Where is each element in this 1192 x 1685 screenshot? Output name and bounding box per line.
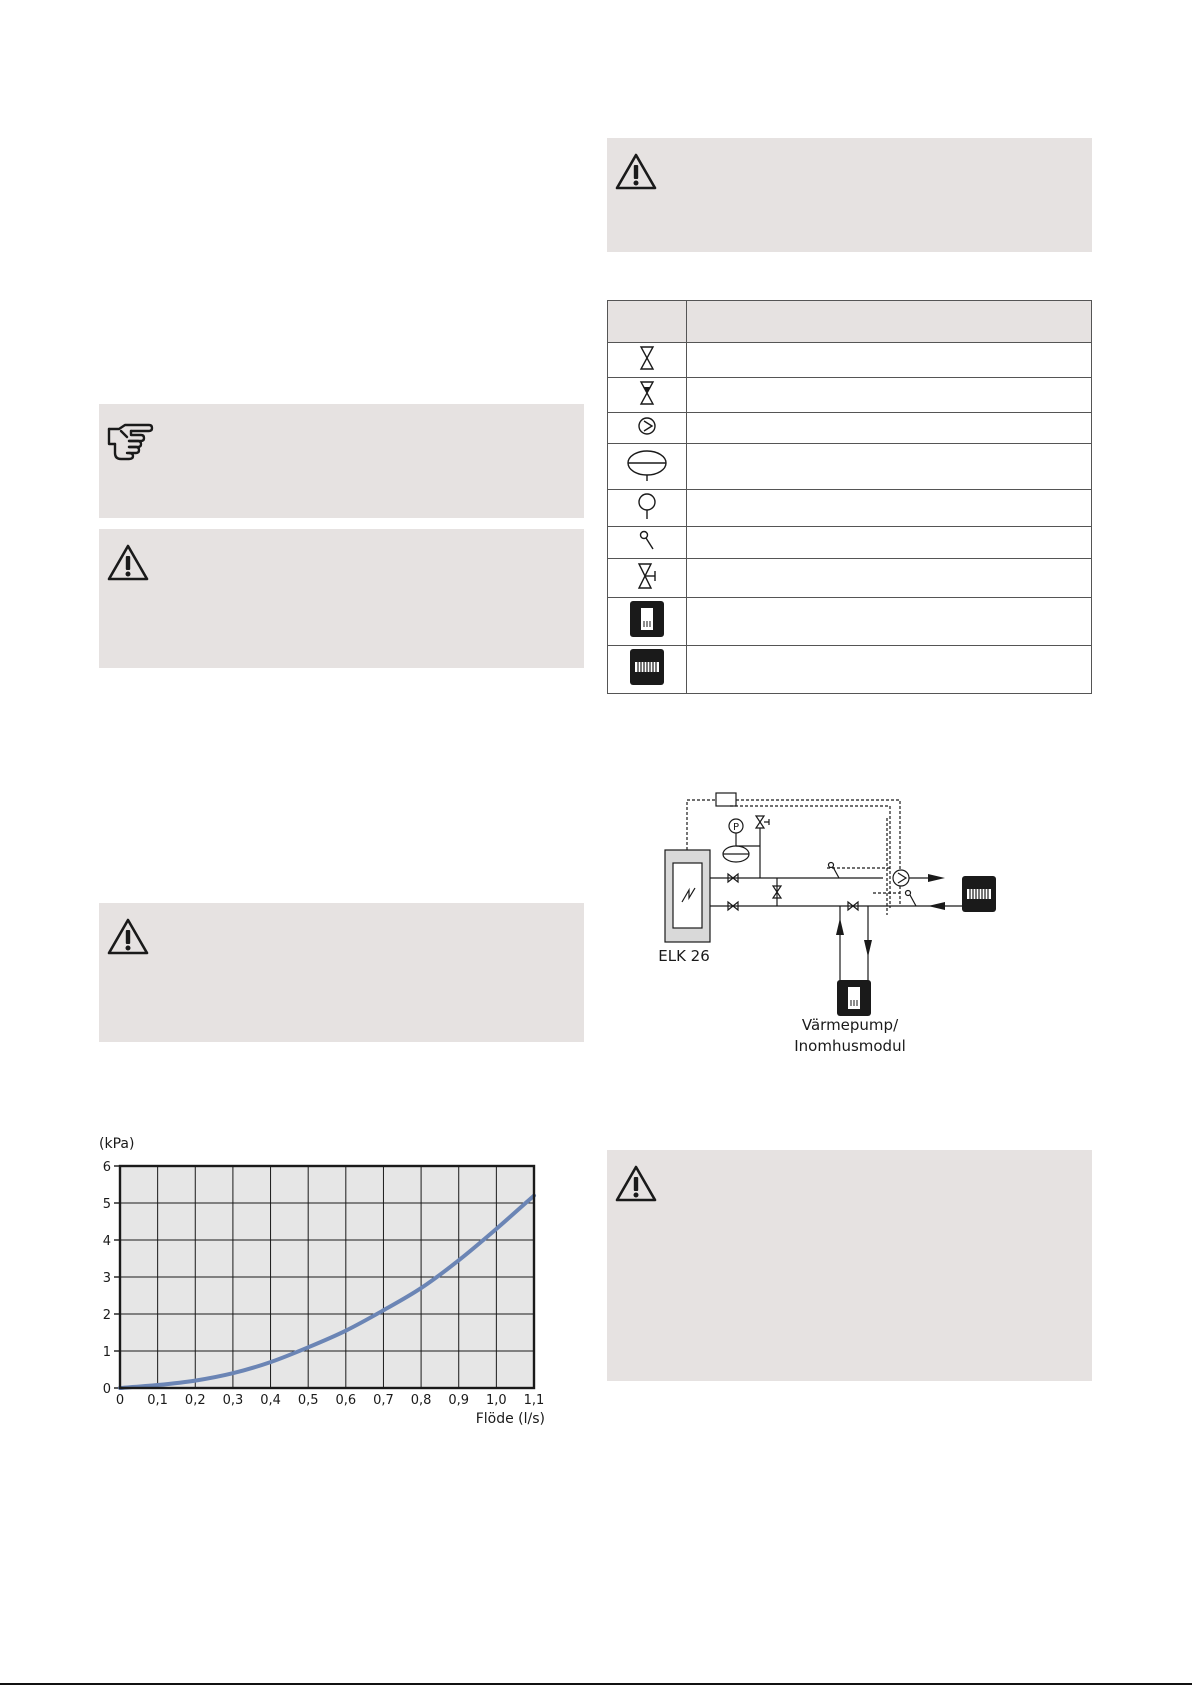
y-tick-label: 0 xyxy=(102,1382,111,1397)
x-tick-label: 1,0 xyxy=(486,1393,507,1408)
warning-triangle-icon xyxy=(106,917,150,957)
warning-box-2 xyxy=(99,903,584,1042)
x-tick-label: 0,2 xyxy=(184,1393,206,1408)
table-header-row xyxy=(608,301,1092,343)
warning-triangle-icon xyxy=(614,152,658,192)
table-row xyxy=(608,526,1092,558)
y-tick-label: 3 xyxy=(102,1271,111,1286)
warning-triangle-icon xyxy=(106,543,150,583)
y-tick-label: 2 xyxy=(102,1308,111,1323)
warning-box-1 xyxy=(99,529,584,668)
pressure-gauge-icon xyxy=(637,492,657,520)
x-tick-label: 0,8 xyxy=(410,1393,432,1408)
warning-box-3 xyxy=(607,138,1092,252)
check-valve-icon xyxy=(639,380,655,406)
system-diagram xyxy=(640,790,1010,1060)
table-row xyxy=(608,413,1092,444)
x-tick-label: 0,9 xyxy=(448,1393,470,1408)
shutoff-valve-icon xyxy=(639,345,655,371)
heat-pump-label-line1: Värmepump/ xyxy=(801,1016,899,1034)
pressure-gauge-label: P xyxy=(732,822,740,833)
x-tick-label: 0,6 xyxy=(335,1393,357,1408)
y-tick-label: 1 xyxy=(102,1345,111,1360)
table-row xyxy=(608,378,1092,413)
safety-valve-icon xyxy=(636,561,658,591)
y-tick-label: 4 xyxy=(102,1234,111,1249)
table-row xyxy=(608,490,1092,526)
y-tick-label: 6 xyxy=(102,1160,111,1175)
pointing-hand-icon xyxy=(105,420,155,464)
pressure-drop-chart xyxy=(92,1128,552,1428)
y-axis-label: (kPa) xyxy=(99,1136,135,1152)
x-tick-label: 1,1 xyxy=(523,1393,545,1408)
warning-box-4 xyxy=(607,1150,1092,1381)
heat-pump-icon xyxy=(630,601,664,637)
radiator-system-icon xyxy=(962,876,996,912)
x-tick-label: 0 xyxy=(115,1393,125,1408)
table-row xyxy=(608,597,1092,645)
x-tick-label: 0,7 xyxy=(373,1393,394,1408)
heat-pump-icon xyxy=(837,980,871,1016)
note-box-hand xyxy=(99,404,584,518)
symbol-table xyxy=(607,300,1092,694)
temperature-sensor-icon xyxy=(637,529,657,551)
circulation-pump-icon xyxy=(637,416,657,436)
table-row xyxy=(608,645,1092,693)
radiator-system-icon xyxy=(630,649,664,685)
expansion-vessel-icon xyxy=(626,449,668,481)
x-tick-label: 0,5 xyxy=(297,1393,319,1408)
elk-label: ELK 26 xyxy=(658,947,710,965)
warning-triangle-icon xyxy=(614,1164,658,1204)
x-axis-label: Flöde (l/s) xyxy=(475,1411,545,1427)
y-tick-label: 5 xyxy=(102,1197,111,1212)
table-row xyxy=(608,343,1092,378)
x-tick-label: 0,1 xyxy=(147,1393,168,1408)
x-tick-label: 0,4 xyxy=(260,1393,281,1408)
heat-pump-label-line2: Inomhusmodul xyxy=(794,1037,906,1055)
x-tick-label: 0,3 xyxy=(222,1393,244,1408)
table-row xyxy=(608,558,1092,597)
table-row xyxy=(608,444,1092,490)
